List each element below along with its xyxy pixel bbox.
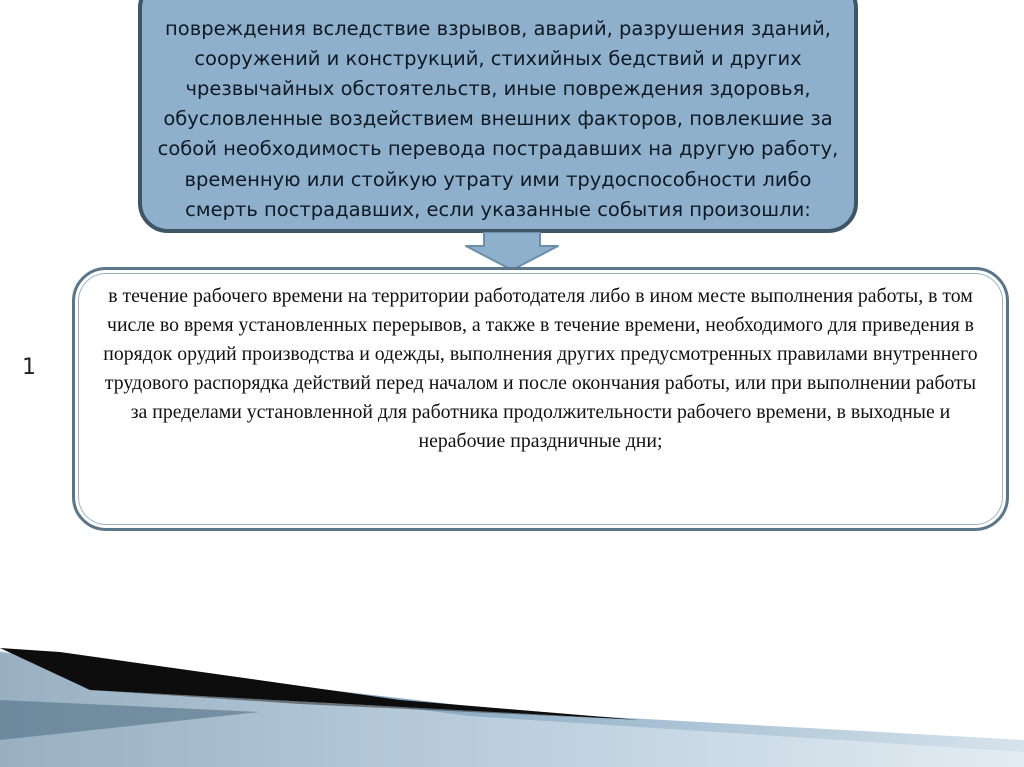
bottom-box-text: в течение рабочего времени на территории работодателя либо в ином месте выполнения работы, в том числе во время установленных перерывов, а также в течение времени, необходимого для приведения в порядок орудий производства и одежды, выполнения других предусмотренных правилами внутреннего трудового распорядка действий перед началом и после окончания работы, или при выполнении работы за пределами установленной для работника продолжительности рабочего времени, в выходные и нерабочие праздничные дни; [103,285,978,452]
slide-number: 1 [22,355,36,380]
top-box-text: повреждения вследствие взрывов, аварий, разрушения зданий, сооружений и конструкций, стихийных бедствий и других чрезвычайных обстоятельств, иные повреждения здоровья, обусловленные воздействием внешних факторов, повлекшие за собой необходимость перевода пострадавших на другую работу, временную или стойкую утрату ими трудоспособности либо смерть пострадавших, если указанные события произошли: [157,16,839,221]
